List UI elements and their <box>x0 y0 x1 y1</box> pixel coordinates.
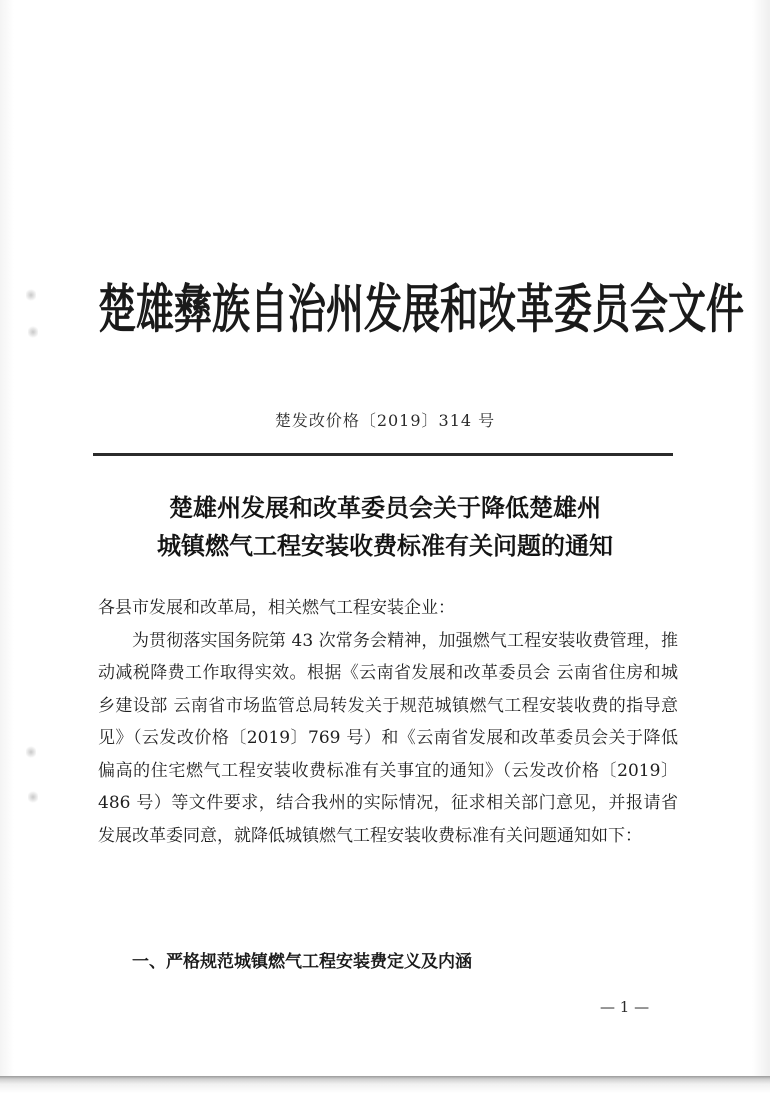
document-masthead: 楚雄彝族自治州发展和改革委员会文件 <box>98 277 745 340</box>
scan-bottom-edge <box>0 1076 770 1093</box>
notice-title-line-2: 城镇燃气工程安装收费标准有关问题的通知 <box>157 531 613 560</box>
masthead-divider-rule <box>93 453 673 456</box>
body-paragraph: 为贯彻落实国务院第 43 次常务会精神，加强燃气工程安装收费管理，推动减税降费工作取得实效。根据《云南省发展和改革委员会 云南省住房和城乡建设部 云南省市场监管总局转发关于规范城镇燃气工程安装收费的指导意见》（云发改价格〔2019〕769 号）和《云南省发展和改革委员会关于降低偏高的住宅燃气工程安装收费标准有关事宜的通知》（云发改价格〔2019〕486 号）等文件要求，结合我州的实际情况，征求相关部门意见，并报请省发展改革委同意，就降低城镇燃气工程安装收费标准有关问题通知如下： <box>98 630 678 846</box>
binding-hole-mark <box>28 790 38 804</box>
addressee-line: 各县市发展和改革局，相关燃气工程安装企业： <box>98 598 455 618</box>
binding-hole-mark <box>26 288 36 302</box>
document-number: 楚发改价格〔2019〕314 号 <box>274 411 496 430</box>
binding-hole-mark <box>28 325 38 339</box>
page-number: — 1 — <box>600 998 650 1016</box>
binding-hole-mark <box>26 745 36 759</box>
notice-body <box>98 592 678 852</box>
notice-title-line-1: 楚雄州发展和改革委员会关于降低楚雄州 <box>169 493 601 522</box>
section-heading: 一、严格规范城镇燃气工程安装费定义及内涵 <box>132 952 472 972</box>
